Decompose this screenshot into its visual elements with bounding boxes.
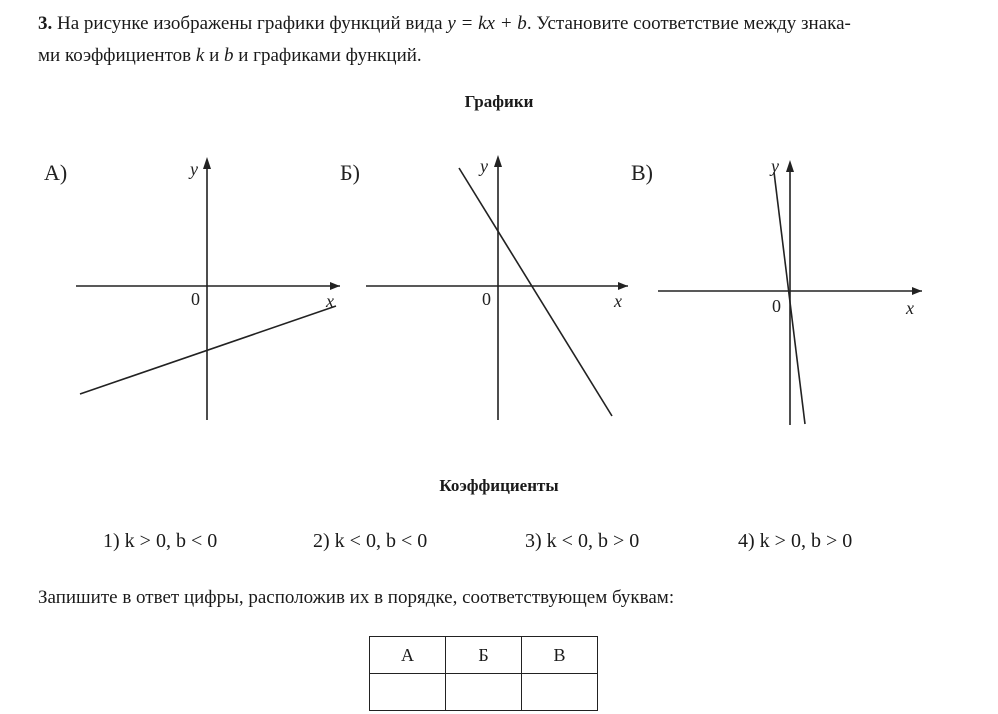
coefficient-option-1: 1) k > 0, b < 0 [103, 530, 218, 552]
task-and: и [204, 45, 224, 66]
graph-a-origin-label: 0 [191, 289, 200, 309]
answer-header-b: Б [446, 637, 522, 674]
task-text-3: ми коэффициентов [38, 45, 196, 66]
answer-table-header-row [370, 637, 598, 674]
task-k: k [195, 45, 205, 66]
graph-b-y-label: y [480, 156, 488, 176]
coefficient-option-2: 2) k < 0, b < 0 [313, 530, 428, 552]
graph-a-y-label: y [190, 159, 198, 179]
task-b: b [223, 45, 234, 66]
graph-b-origin-label: 0 [482, 289, 491, 309]
graph-b-x-arrow [618, 282, 628, 290]
answer-cell-v[interactable] [522, 674, 598, 711]
graph-a-x-label: x [326, 291, 334, 311]
coefficients-heading: Коэффициенты [439, 476, 559, 495]
graph-v-label: В) [631, 160, 653, 185]
instruction: Запишите в ответ цифры, расположив их в порядке, соответствующем буквам: [38, 587, 675, 608]
graph-b-label: Б) [340, 160, 360, 185]
graphs-heading: Графики [464, 92, 534, 111]
graph-a-label: А) [44, 160, 68, 185]
graph-b-x-label: x [614, 291, 622, 311]
answer-table-input-row [370, 674, 598, 711]
answer-cell-a[interactable] [370, 674, 446, 711]
graph-b-y-arrow [494, 155, 502, 167]
coefficient-option-3: 3) k < 0, b > 0 [525, 530, 640, 552]
graph-a [44, 157, 340, 420]
graph-v-origin-label: 0 [772, 296, 781, 316]
task-text-1: На рисунке изображены графики функций вида [57, 13, 448, 34]
graph-v-y-arrow [786, 160, 794, 172]
graph-v-x-label: x [906, 298, 914, 318]
coefficient-option-4: 4) k > 0, b > 0 [738, 530, 853, 552]
graph-v-x-arrow [912, 287, 922, 295]
graph-a-x-arrow [330, 282, 340, 290]
answer-header-a: А [370, 637, 446, 674]
task-number: 3. [38, 13, 53, 34]
task-text-2: . Установите соответствие между знака- [526, 13, 851, 34]
answer-table [369, 636, 598, 711]
task-text-4: и графиками функций. [233, 45, 422, 66]
answer-cell-b[interactable] [446, 674, 522, 711]
graph-a-line [80, 306, 336, 394]
answer-header-v: В [522, 637, 598, 674]
graph-b [340, 155, 628, 420]
graph-v [631, 156, 922, 425]
task-formula: y = kx + b [447, 13, 527, 34]
graph-v-y-label: y [771, 156, 779, 176]
graph-a-y-arrow [203, 157, 211, 169]
